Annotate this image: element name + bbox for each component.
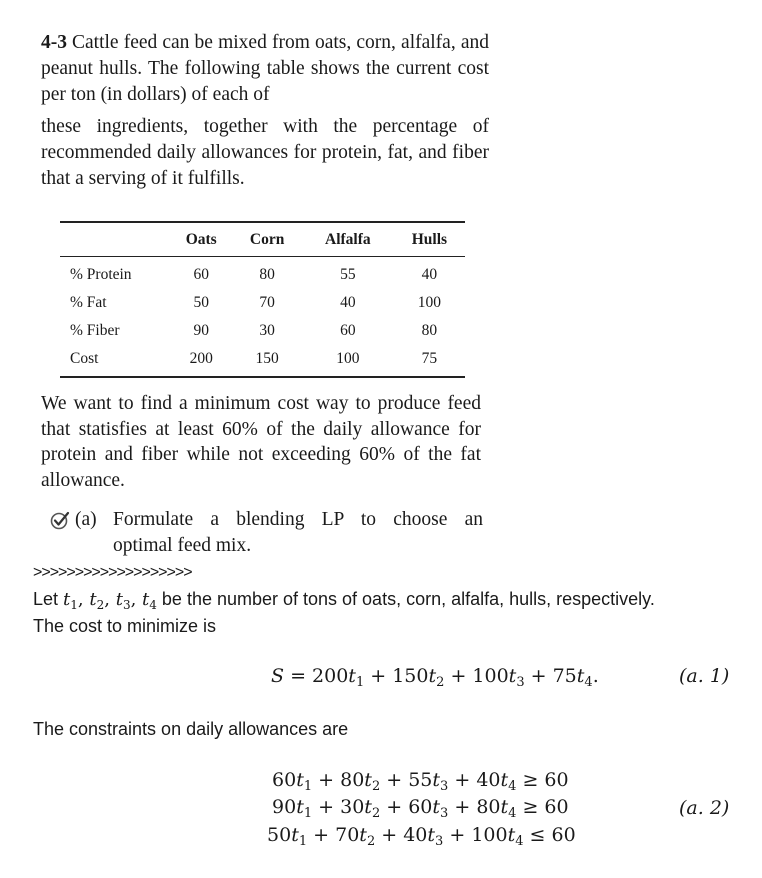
row-label: % Fiber — [70, 322, 120, 339]
let-word: Let — [33, 589, 59, 609]
constraints-label: The constraints on daily allowances are — [33, 719, 349, 739]
equation-tag-a2: (a. 2) — [679, 797, 730, 819]
row-label: % Protein — [70, 266, 132, 283]
problem-goal: We want to find a minimum cost way to produce feed that statisfies at least 60% of the daily allowance for protein and fiber while not exceeding 60% of the fat allowance. — [41, 393, 481, 491]
variables-math: $t_1$, $t_2$, $t_3$, $t_4$ — [63, 589, 157, 612]
table-cell: 80 — [259, 266, 275, 283]
nutrition-cost-table — [60, 221, 465, 378]
answer-separator: >>>>>>>>>>>>>>>>>>> — [33, 564, 192, 581]
table-cell: 80 — [421, 322, 438, 339]
row-label: % Fat — [70, 294, 107, 311]
table-header-row — [60, 222, 465, 257]
problem-number: 4-3 — [41, 32, 67, 53]
table-cell: 75 — [421, 350, 438, 367]
table-cell: 40 — [340, 294, 356, 311]
problem-intro-text: Cattle feed can be mixed from oats, corn, alfalfa, and peanut hulls. The following table shows the current cost per ton (in dollars) of each of — [41, 32, 489, 105]
column-header: Corn — [232, 222, 301, 257]
equation-tag-a1: (a. 1) — [679, 665, 730, 687]
table-cell: 90 — [193, 322, 209, 339]
table-cell: 30 — [259, 322, 275, 339]
answer-intro-line1 — [33, 586, 655, 613]
table-cell: 70 — [259, 294, 275, 311]
table-row — [60, 289, 465, 317]
table-cell: 60 — [340, 322, 356, 339]
row-label: Cost — [70, 350, 99, 367]
table-cell: 50 — [193, 294, 209, 311]
table-cell: 100 — [417, 294, 442, 311]
table-cell: 40 — [421, 266, 438, 283]
column-header: Alfalfa — [302, 222, 394, 257]
table-cell: 55 — [340, 266, 356, 283]
table-cell: 150 — [255, 350, 279, 367]
table-cell: 60 — [193, 266, 209, 283]
fat-constraint: $50t_1 + 70t_2 + 40t_3 + 100t_4 \le 60$ — [267, 824, 576, 849]
part-a-text-line1: Formulate a blending LP to choose an — [113, 509, 483, 530]
problem-statement — [41, 30, 489, 192]
answer-intro-line2: The cost to minimize is — [33, 616, 217, 636]
table-corner — [60, 222, 170, 257]
problem-intro-continued: these ingredients, together with the percentage of recommended daily allowances for protein, fat, and fiber that a serving of it fulfills. — [41, 116, 489, 189]
part-a-label: (a) — [75, 509, 97, 530]
protein-constraint: $60t_1 + 80t_2 + 55t_3 + 40t_4 \ge 60$ — [272, 769, 569, 794]
table-row — [60, 317, 465, 345]
column-header: Oats — [170, 222, 232, 257]
column-header: Hulls — [394, 222, 465, 257]
cost-equation: $S = 200t_1 + 150t_2 + 100t_3 + 75t_4$. — [271, 665, 599, 690]
problem-intro — [41, 30, 489, 108]
fiber-constraint: $90t_1 + 30t_2 + 60t_3 + 80t_4 \ge 60$ — [272, 796, 569, 821]
table-row — [60, 257, 465, 290]
table-row — [60, 345, 465, 377]
table-cell: 100 — [336, 350, 360, 367]
answer-intro-text: be the number of tons of oats, corn, alfalfa, hulls, respectively. — [161, 589, 655, 609]
table-cell: 200 — [189, 350, 213, 367]
part-a-text-line2: optimal feed mix. — [113, 535, 252, 556]
answer-intro — [33, 586, 655, 640]
check-circle-icon — [50, 510, 70, 530]
